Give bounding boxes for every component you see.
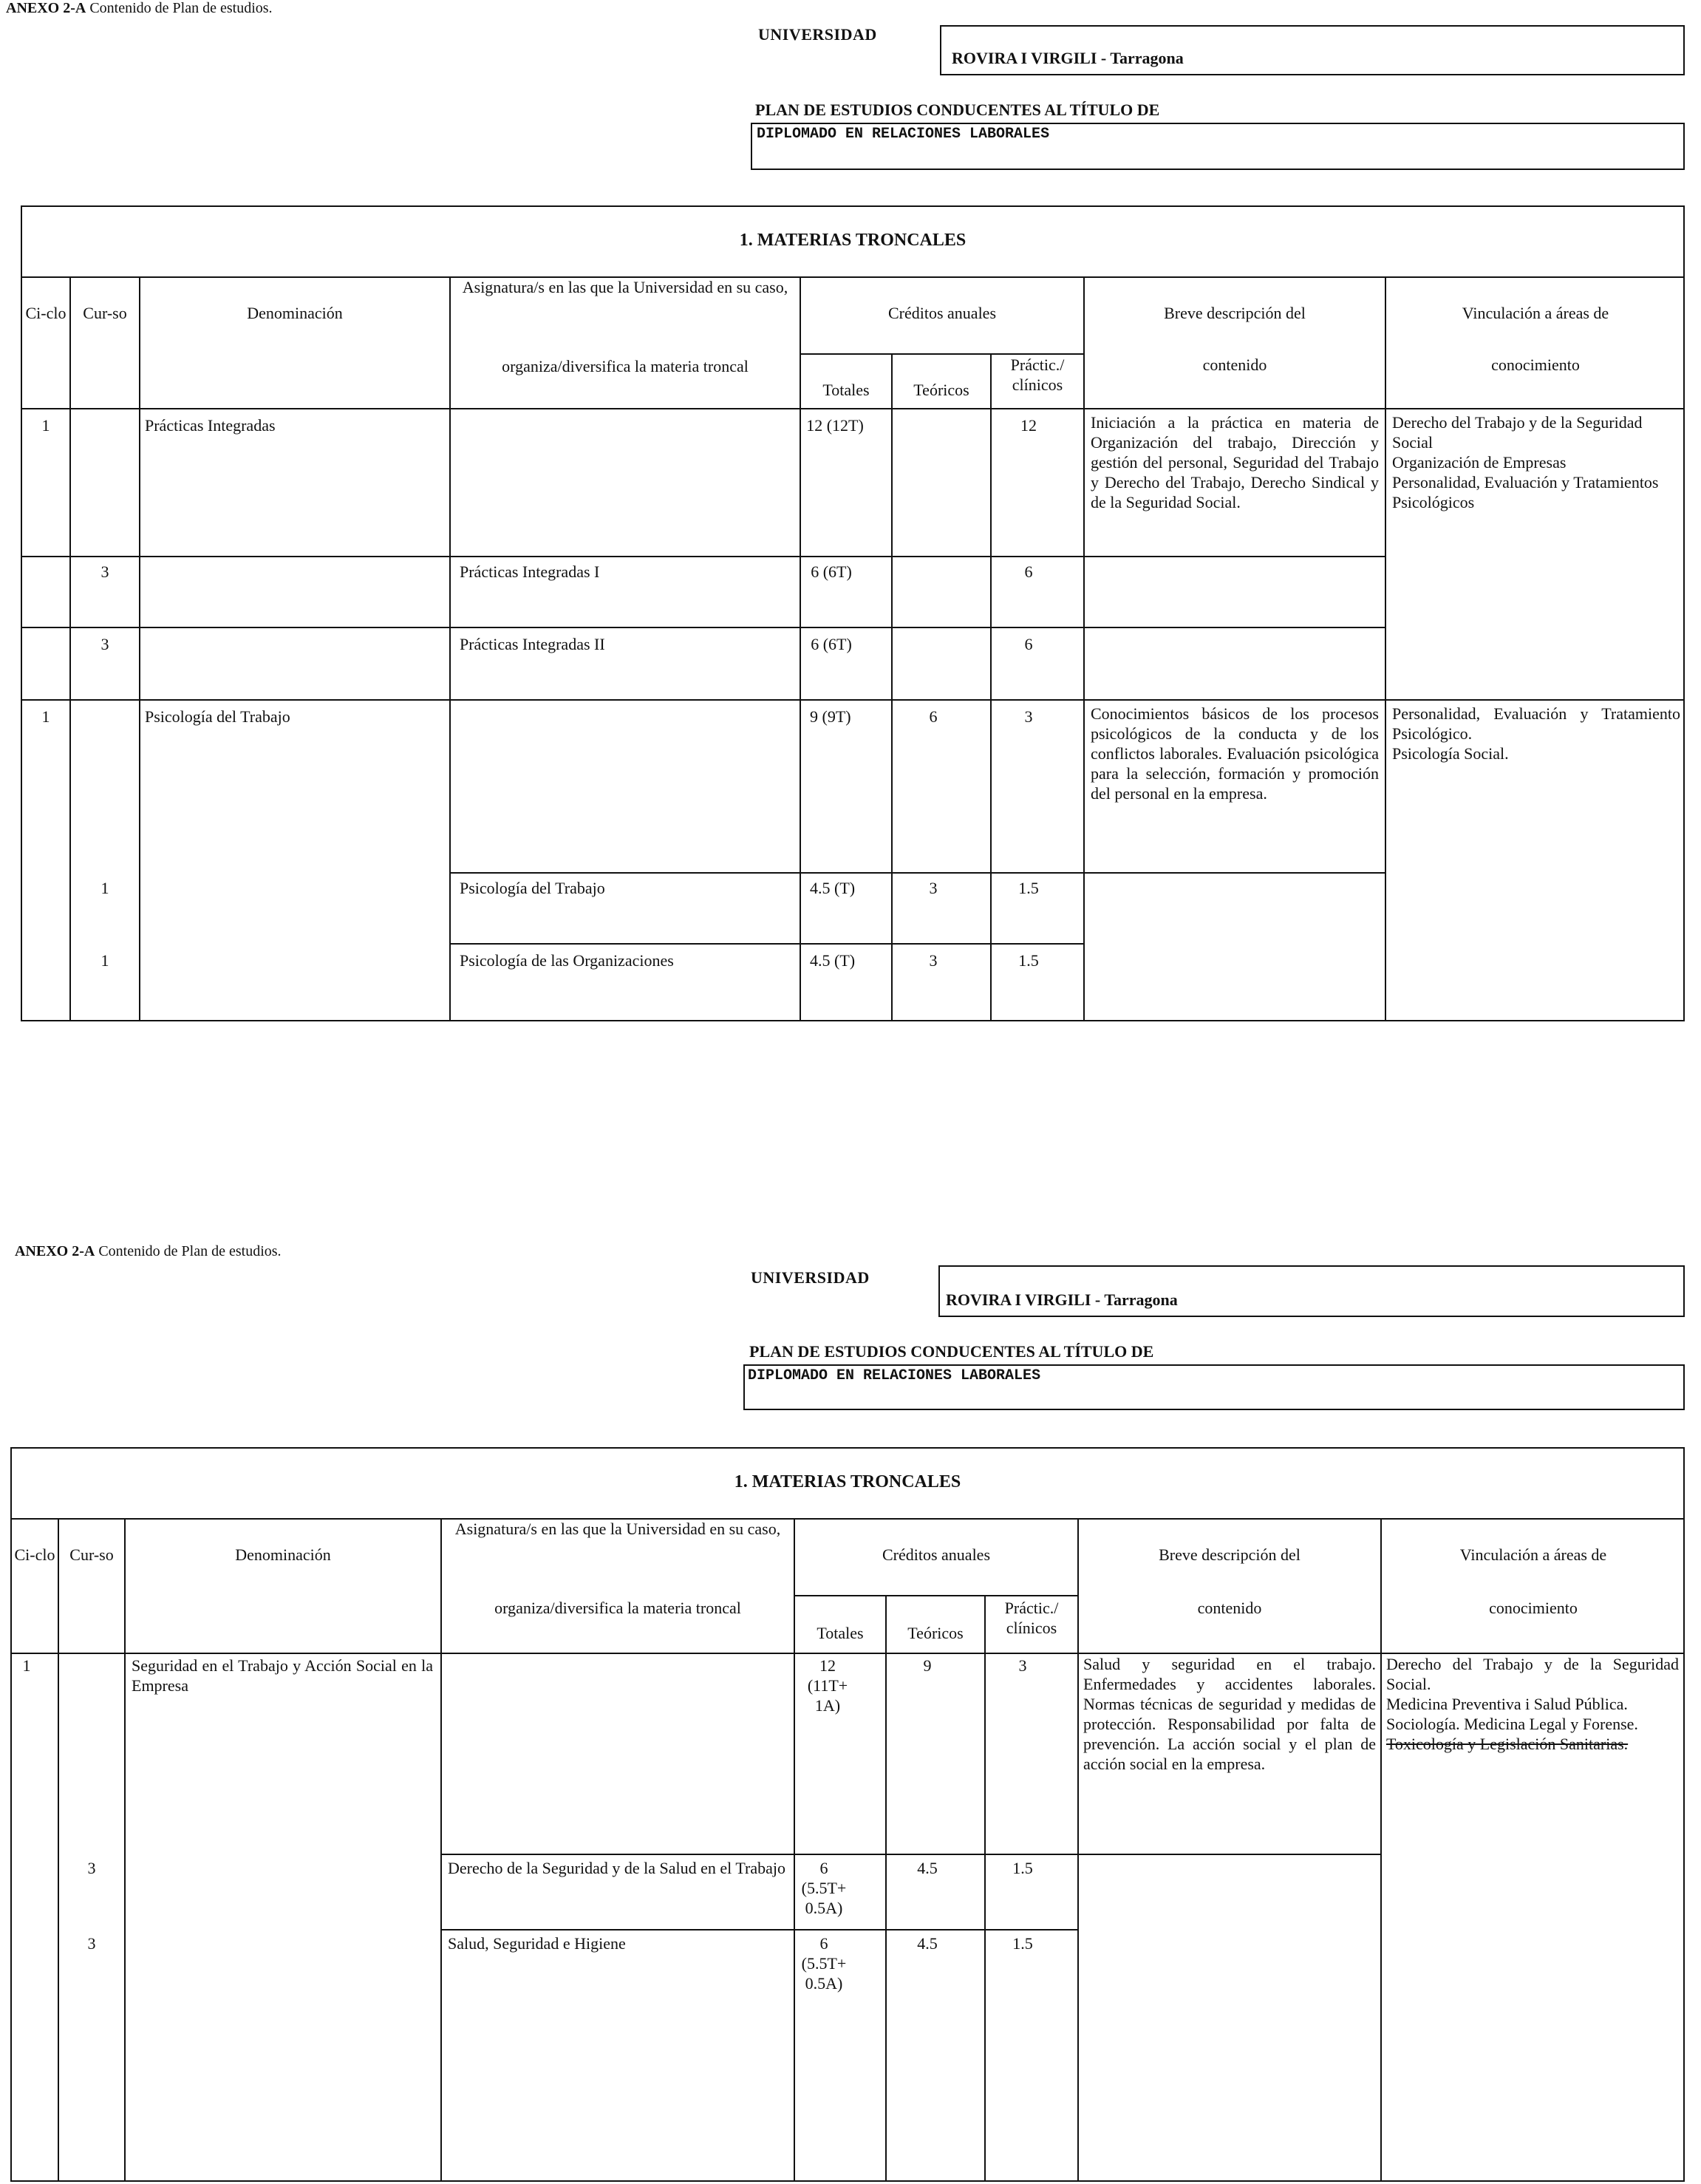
row-totales: 12 (11T+ 1A) bbox=[807, 1656, 848, 1715]
plan-label: PLAN DE ESTUDIOS CONDUCENTES AL TÍTULO DE bbox=[755, 101, 1160, 119]
header-vinculacion-2: conocimiento bbox=[1491, 356, 1580, 374]
vinculacion-area: Personalidad, Evaluación y Tratamientos Psicológicos bbox=[1392, 473, 1659, 511]
row-teoricos: 6 bbox=[929, 707, 938, 726]
header-descripcion-2: contenido bbox=[1202, 356, 1267, 374]
vinculacion-area: Derecho del Trabajo y de la Seguridad Social. bbox=[1386, 1655, 1679, 1693]
header-teoricos: Teóricos bbox=[907, 1624, 964, 1642]
header-practicos: Práctic./ clínicos bbox=[1004, 1599, 1059, 1637]
row-denominacion: Seguridad en el Trabajo y Acción Social en la Empresa bbox=[132, 1656, 433, 1695]
row-practicos: 1.5 bbox=[1012, 1859, 1033, 1877]
header-curso: Cur-so bbox=[83, 304, 127, 322]
header-curso: Cur-so bbox=[69, 1545, 114, 1564]
header-denominacion: Denominación bbox=[247, 304, 343, 322]
vinculacion-area: Derecho del Trabajo y de la Seguridad Social bbox=[1392, 413, 1643, 452]
row-denominacion: Prácticas Integradas bbox=[145, 416, 276, 435]
row-asignatura: Psicología del Trabajo bbox=[460, 879, 605, 897]
row-vinculacion bbox=[1392, 704, 1680, 763]
plan-value: DIPLOMADO EN RELACIONES LABORALES bbox=[757, 126, 1050, 143]
row-curso: 3 bbox=[87, 1859, 96, 1877]
row-totales: 6 (5.5T+ 0.5A) bbox=[801, 1934, 847, 1993]
row-curso: 1 bbox=[100, 879, 109, 897]
row-asignatura: Salud, Seguridad e Higiene bbox=[448, 1934, 626, 1953]
header-teoricos: Teóricos bbox=[913, 381, 969, 399]
row-totales: 4.5 (T) bbox=[810, 879, 856, 897]
header-creditos: Créditos anuales bbox=[887, 304, 997, 322]
annex-text: Contenido de Plan de estudios. bbox=[89, 0, 273, 16]
row-teoricos: 4.5 bbox=[917, 1859, 938, 1877]
header-denominacion: Denominación bbox=[235, 1545, 331, 1564]
header-vinculacion-1: Vinculación a áreas de bbox=[1459, 1545, 1607, 1564]
header-ciclo: Ci-clo bbox=[14, 1545, 55, 1564]
university-label: UNIVERSIDAD bbox=[758, 25, 877, 44]
row-totales: 9 (9T) bbox=[810, 707, 851, 726]
vinculacion-area: Sociología. Medicina Legal y Forense. bbox=[1386, 1715, 1638, 1733]
vinculacion-area: Medicina Preventiva i Salud Pública. bbox=[1386, 1695, 1628, 1713]
row-totales: 6 (6T) bbox=[811, 562, 852, 581]
row-asignatura: Prácticas Integradas II bbox=[460, 635, 605, 653]
row-practicos: 1.5 bbox=[1018, 951, 1039, 970]
row-curso: 1 bbox=[100, 951, 109, 970]
header-ciclo: Ci-clo bbox=[25, 304, 67, 322]
header-totales: Totales bbox=[817, 1624, 864, 1642]
section-title: 1. MATERIAS TRONCALES bbox=[734, 1472, 961, 1491]
row-ciclo: 1 bbox=[41, 416, 50, 435]
university-label: UNIVERSIDAD bbox=[751, 1268, 870, 1287]
troncales-table bbox=[21, 205, 1685, 1021]
annex-code: ANEXO 2-A bbox=[15, 1243, 95, 1259]
header-asignatura-1: Asignatura/s en las que la Universidad en su caso, bbox=[462, 278, 788, 296]
row-asignatura: Psicología de las Organizaciones bbox=[460, 951, 674, 970]
row-practicos: 3 bbox=[1024, 707, 1033, 726]
header-creditos: Créditos anuales bbox=[882, 1545, 991, 1564]
row-practicos: 1.5 bbox=[1018, 879, 1039, 897]
row-practicos: 6 bbox=[1024, 635, 1033, 653]
annex-text: Contenido de Plan de estudios. bbox=[98, 1243, 282, 1259]
row-practicos: 12 bbox=[1020, 416, 1037, 435]
plan-value: DIPLOMADO EN RELACIONES LABORALES bbox=[748, 1367, 1041, 1384]
university-box bbox=[938, 1265, 1685, 1317]
university-value: ROVIRA I VIRGILI - Tarragona bbox=[952, 49, 1184, 67]
header-vinculacion-2: conocimiento bbox=[1489, 1599, 1578, 1617]
vinculacion-area: Psicología Social. bbox=[1392, 744, 1509, 763]
row-denominacion: Psicología del Trabajo bbox=[145, 707, 290, 726]
header-asignatura-1: Asignatura/s en las que la Universidad en su caso, bbox=[454, 1520, 781, 1538]
vinculacion-area: Personalidad, Evaluación y Tratamiento Psicológico. bbox=[1392, 704, 1680, 743]
annex-heading bbox=[15, 1243, 282, 1260]
row-curso: 3 bbox=[87, 1934, 96, 1953]
row-descripcion: Conocimientos básicos de los procesos psicológicos de la conducta y de los conflictos laborales. Evaluación psicológica para la selección, formación y promoción del personal en la empresa. bbox=[1091, 704, 1379, 803]
row-totales: 12 (12T) bbox=[806, 416, 864, 435]
row-ciclo: 1 bbox=[41, 707, 50, 726]
row-asignatura: Prácticas Integradas I bbox=[460, 562, 600, 581]
row-curso: 3 bbox=[100, 562, 109, 581]
row-practicos: 1.5 bbox=[1012, 1934, 1033, 1953]
section-title: 1. MATERIAS TRONCALES bbox=[739, 231, 967, 250]
row-asignatura: Derecho de la Seguridad y de la Salud en el Trabajo bbox=[448, 1859, 785, 1877]
row-descripcion: Iniciación a la práctica en materia de Organización del trabajo, Dirección y gestión del personal, Seguridad del Trabajo y Derecho del Trabajo, Derecho Sindical y de la Seguridad Social. bbox=[1091, 413, 1379, 511]
row-totales: 6 (6T) bbox=[811, 635, 852, 653]
plan-box bbox=[743, 1364, 1685, 1410]
header-totales: Totales bbox=[822, 381, 870, 399]
annex-code: ANEXO 2-A bbox=[6, 0, 86, 16]
university-value: ROVIRA I VIRGILI - Tarragona bbox=[946, 1290, 1178, 1309]
row-teoricos: 3 bbox=[929, 951, 938, 970]
vinculacion-area-struck: Toxicología y Legislación Sanitarias. bbox=[1386, 1735, 1629, 1753]
row-curso: 3 bbox=[100, 635, 109, 653]
row-practicos: 6 bbox=[1024, 562, 1033, 581]
row-practicos: 3 bbox=[1018, 1656, 1027, 1675]
row-descripcion: Salud y seguridad en el trabajo. Enfermedades y accidentes laborales. Normas técnicas de seguridad y medidas de protección. Responsabilidad por falta de prevención. La acción social y el plan de acción social en la empresa. bbox=[1083, 1655, 1376, 1773]
header-descripcion-2: contenido bbox=[1197, 1599, 1262, 1617]
row-teoricos: 4.5 bbox=[917, 1934, 938, 1953]
university-box bbox=[940, 25, 1685, 75]
header-asignatura-2: organiza/diversifica la materia troncal bbox=[494, 1599, 741, 1617]
plan-box bbox=[751, 123, 1685, 170]
header-asignatura-2: organiza/diversifica la materia troncal bbox=[502, 357, 749, 375]
row-totales: 4.5 (T) bbox=[810, 951, 856, 970]
header-descripcion-1: Breve descripción del bbox=[1159, 1545, 1301, 1564]
row-teoricos: 3 bbox=[929, 879, 938, 897]
vinculacion-area: Organización de Empresas bbox=[1392, 453, 1567, 472]
header-vinculacion-1: Vinculación a áreas de bbox=[1462, 304, 1609, 322]
plan-label: PLAN DE ESTUDIOS CONDUCENTES AL TÍTULO DE bbox=[749, 1342, 1154, 1361]
annex-heading bbox=[6, 0, 273, 17]
header-descripcion-1: Breve descripción del bbox=[1164, 304, 1306, 322]
row-vinculacion bbox=[1386, 1654, 1679, 1754]
header-practicos: Práctic./ clínicos bbox=[1010, 356, 1065, 394]
row-ciclo: 1 bbox=[22, 1656, 31, 1675]
row-teoricos: 9 bbox=[923, 1656, 932, 1675]
row-vinculacion bbox=[1392, 412, 1680, 512]
row-totales: 6 (5.5T+ 0.5A) bbox=[801, 1859, 847, 1917]
